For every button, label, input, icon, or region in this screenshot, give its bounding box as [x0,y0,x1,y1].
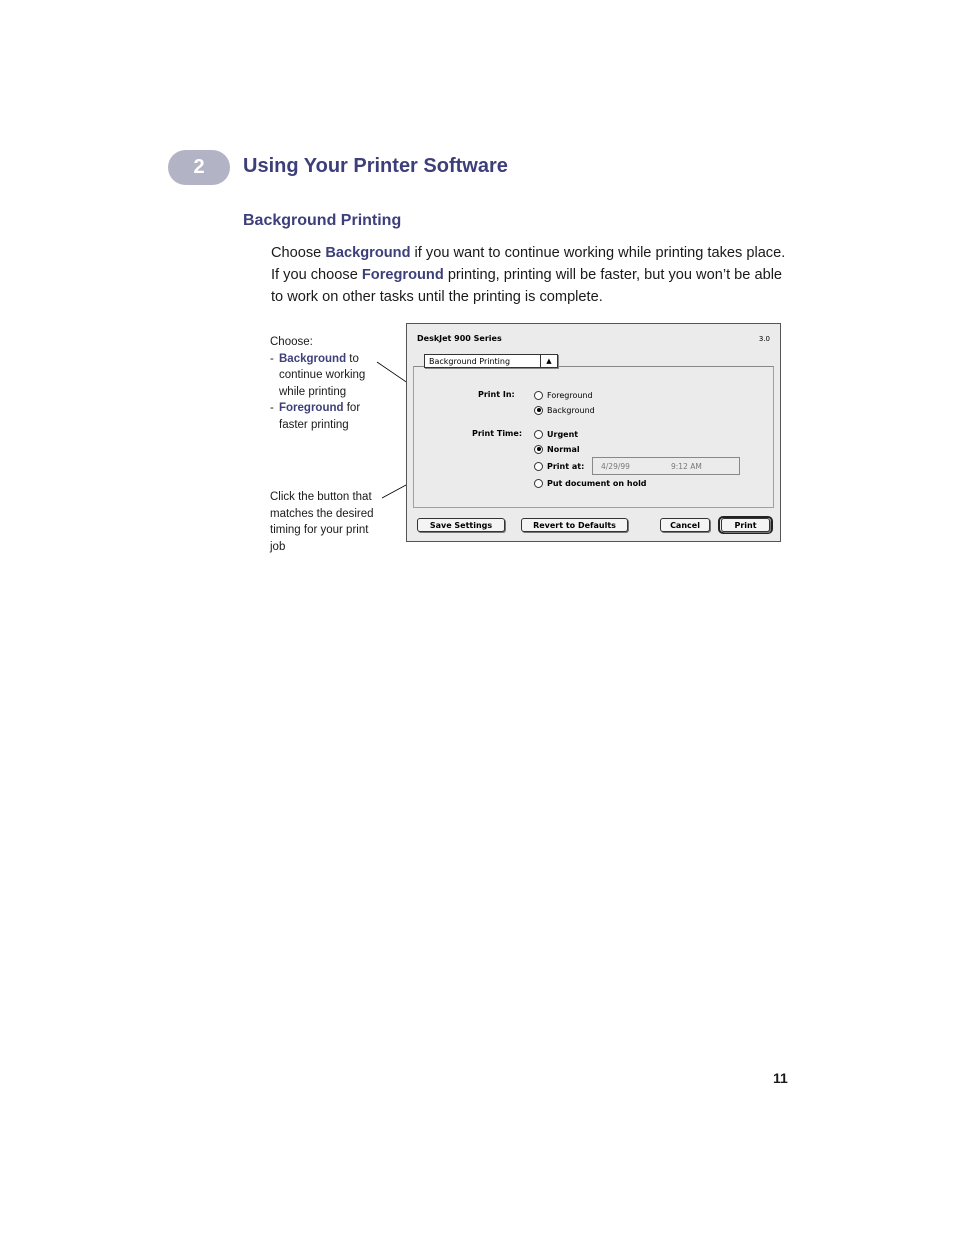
chapter-number-badge [168,150,230,185]
callout-bullet-foreground [270,400,380,433]
print-time-label: Print Time: [472,429,523,438]
intro-paragraph [271,242,791,308]
cancel-button[interactable]: Cancel [660,518,710,532]
radio-put-on-hold[interactable] [534,478,647,488]
intro-text-3: printing, printing will be faster, but you won’t be able to work on other tasks until the printing is complete. [271,267,783,305]
radio-button-selected-icon [534,445,543,454]
radio-urgent[interactable] [534,429,578,439]
dialog-version: 3.0 [758,335,770,343]
radio-put-on-hold-label: Put document on hold [547,478,647,488]
intro-text-2: if you want to continue working while printing takes place. If you choose [271,245,786,283]
radio-normal-label: Normal [547,444,580,454]
radio-normal[interactable] [534,444,580,454]
print-options-dialog [406,323,781,542]
print-button[interactable]: Print [721,518,770,532]
radio-print-at[interactable] [534,461,584,471]
radio-background-label: Background [547,405,595,415]
intro-background-term: Background [325,245,411,261]
intro-text-1: Choose [271,245,326,261]
radio-foreground[interactable] [534,390,593,400]
radio-urgent-label: Urgent [547,429,579,439]
updown-arrows-icon: ▲︎ [540,355,557,367]
print-at-time: 9:12 AM [671,461,702,471]
revert-to-defaults-button[interactable]: Revert to Defaults [521,518,628,532]
print-at-datetime-field[interactable] [592,457,740,475]
callout-choose-lead: Choose: [270,336,313,348]
radio-button-icon [534,462,543,471]
radio-button-icon [534,479,543,488]
radio-button-icon [534,430,543,439]
callout-click: Click the button that matches the desired timing for your print job [270,491,374,553]
intro-foreground-term: Foreground [361,267,444,283]
dialog-title: DeskJet 900 Series [417,334,502,343]
radio-button-selected-icon [534,406,543,415]
callout-background-text: to continue working while printing [279,352,366,398]
print-in-label: Print In: [478,390,515,399]
callout-background-term: Background [279,352,347,365]
radio-button-icon [534,391,543,400]
callout-foreground-term: Foreground [279,402,344,414]
callout-foreground-text: for faster printing [279,402,361,431]
section-heading: Background Printing [243,212,402,229]
chapter-number: 2 [193,156,205,178]
panel-popup-menu[interactable] [424,354,558,368]
callout-bullet-background [270,351,380,401]
page-number: 11 [773,1070,788,1086]
callout-choose [270,334,380,433]
popup-menu-value: Background Printing [429,356,511,366]
print-at-date: 4/29/99 [601,461,630,471]
save-settings-button[interactable]: Save Settings [417,518,505,532]
radio-background[interactable] [534,405,595,415]
chapter-title: Using Your Printer Software [243,155,508,177]
radio-foreground-label: Foreground [547,390,593,400]
radio-print-at-label: Print at: [547,461,585,471]
